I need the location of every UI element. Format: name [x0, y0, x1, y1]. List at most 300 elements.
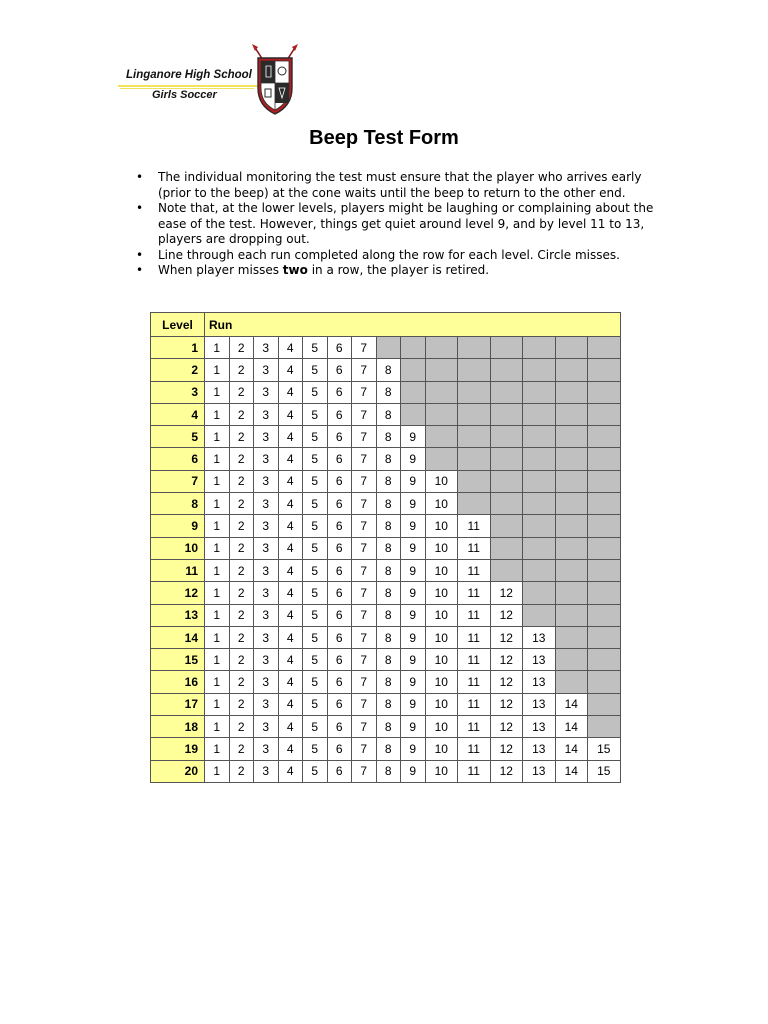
- level-cell: 20: [151, 760, 205, 782]
- run-cell-empty: [425, 337, 458, 359]
- run-cell: 4: [278, 448, 303, 470]
- level-cell: 11: [151, 559, 205, 581]
- run-cell: 10: [425, 671, 458, 693]
- run-cell: 3: [254, 381, 279, 403]
- run-cell: 7: [352, 671, 377, 693]
- run-cell: 11: [458, 604, 491, 626]
- run-cell: 9: [401, 470, 426, 492]
- run-cell: 8: [376, 359, 401, 381]
- run-cell-empty: [490, 403, 523, 425]
- run-cell: 3: [254, 693, 279, 715]
- run-cell: 5: [303, 337, 328, 359]
- run-cell: 1: [205, 381, 230, 403]
- run-cell: 2: [229, 738, 254, 760]
- run-cell: 3: [254, 359, 279, 381]
- run-cell-empty: [523, 448, 556, 470]
- run-cell-empty: [425, 381, 458, 403]
- run-cell-empty: [425, 448, 458, 470]
- run-cell-empty: [588, 359, 621, 381]
- run-cell: 2: [229, 493, 254, 515]
- run-cell: 6: [327, 559, 352, 581]
- run-cell: 14: [555, 693, 588, 715]
- run-cell: 9: [401, 716, 426, 738]
- run-cell: 6: [327, 582, 352, 604]
- run-cell: 12: [490, 716, 523, 738]
- run-cell: 4: [278, 716, 303, 738]
- table-row: [151, 359, 621, 381]
- run-cell: 10: [425, 626, 458, 648]
- run-cell: 13: [523, 626, 556, 648]
- run-cell-empty: [588, 716, 621, 738]
- run-cell: 9: [401, 760, 426, 782]
- run-cell-empty: [588, 515, 621, 537]
- run-cell-empty: [490, 359, 523, 381]
- run-cell-empty: [588, 337, 621, 359]
- run-cell: 7: [352, 537, 377, 559]
- run-cell: 2: [229, 359, 254, 381]
- level-cell: 19: [151, 738, 205, 760]
- run-cell: 7: [352, 426, 377, 448]
- run-cell-empty: [490, 559, 523, 581]
- run-cell: 7: [352, 337, 377, 359]
- run-cell: 10: [425, 649, 458, 671]
- run-cell: 6: [327, 493, 352, 515]
- run-cell-empty: [401, 381, 426, 403]
- run-cell-empty: [490, 337, 523, 359]
- run-cell: 5: [303, 626, 328, 648]
- run-cell: 1: [205, 716, 230, 738]
- level-cell: 15: [151, 649, 205, 671]
- run-cell: 3: [254, 537, 279, 559]
- run-cell: 5: [303, 671, 328, 693]
- run-cell-empty: [588, 559, 621, 581]
- run-cell: 8: [376, 448, 401, 470]
- table-row: [151, 671, 621, 693]
- run-cell-empty: [458, 337, 491, 359]
- run-cell: 6: [327, 470, 352, 492]
- run-cell: 9: [401, 426, 426, 448]
- run-cell: 1: [205, 582, 230, 604]
- table-row: [151, 448, 621, 470]
- level-cell: 4: [151, 403, 205, 425]
- run-cell-empty: [458, 470, 491, 492]
- run-cell: 3: [254, 470, 279, 492]
- run-cell: 2: [229, 760, 254, 782]
- level-cell: 6: [151, 448, 205, 470]
- run-cell: 1: [205, 448, 230, 470]
- run-cell: 7: [352, 470, 377, 492]
- run-cell: 1: [205, 760, 230, 782]
- run-cell: 7: [352, 448, 377, 470]
- run-cell-empty: [588, 582, 621, 604]
- run-cell-empty: [523, 582, 556, 604]
- run-cell: 7: [352, 559, 377, 581]
- run-cell: 2: [229, 515, 254, 537]
- run-cell-empty: [555, 359, 588, 381]
- run-cell: 5: [303, 403, 328, 425]
- run-cell: 14: [555, 760, 588, 782]
- bullet-icon: •: [136, 247, 144, 262]
- run-cell: 11: [458, 760, 491, 782]
- run-cell: 2: [229, 403, 254, 425]
- run-cell: 6: [327, 537, 352, 559]
- run-cell: 9: [401, 649, 426, 671]
- run-cell-empty: [458, 493, 491, 515]
- run-cell-empty: [523, 337, 556, 359]
- table-row: [151, 537, 621, 559]
- run-cell: 8: [376, 626, 401, 648]
- run-cell: 9: [401, 493, 426, 515]
- run-cell-empty: [555, 470, 588, 492]
- level-cell: 10: [151, 537, 205, 559]
- table-row: [151, 693, 621, 715]
- instruction-text: Note that, at the lower levels, players might be laughing or complaining about the ease of the test. However, things get quiet around level 9, and by level 11 to 13, players are dropping out.: [158, 201, 654, 246]
- run-cell: 5: [303, 515, 328, 537]
- run-cell: 5: [303, 470, 328, 492]
- run-cell-empty: [588, 448, 621, 470]
- run-cell: 4: [278, 671, 303, 693]
- level-cell: 17: [151, 693, 205, 715]
- run-cell: 14: [555, 738, 588, 760]
- run-cell: 4: [278, 426, 303, 448]
- run-cell: 6: [327, 359, 352, 381]
- run-cell: 1: [205, 470, 230, 492]
- table-row: [151, 649, 621, 671]
- table-row: [151, 626, 621, 648]
- run-cell-empty: [523, 426, 556, 448]
- run-cell: 4: [278, 470, 303, 492]
- table-row: [151, 337, 621, 359]
- run-cell: 8: [376, 426, 401, 448]
- run-cell: 4: [278, 693, 303, 715]
- run-cell-empty: [523, 403, 556, 425]
- run-cell: 12: [490, 582, 523, 604]
- run-cell: 4: [278, 359, 303, 381]
- table-row: [151, 559, 621, 581]
- run-cell: 12: [490, 626, 523, 648]
- school-header: [118, 40, 318, 120]
- run-cell-empty: [523, 381, 556, 403]
- run-cell: 8: [376, 403, 401, 425]
- run-cell: 1: [205, 515, 230, 537]
- run-cell-empty: [588, 693, 621, 715]
- run-cell: 2: [229, 426, 254, 448]
- run-cell: 1: [205, 493, 230, 515]
- run-cell: 11: [458, 716, 491, 738]
- run-cell: 9: [401, 537, 426, 559]
- table-row: [151, 493, 621, 515]
- run-cell: 4: [278, 649, 303, 671]
- run-cell: 9: [401, 693, 426, 715]
- level-cell: 12: [151, 582, 205, 604]
- run-cell-empty: [588, 403, 621, 425]
- run-cell: 2: [229, 671, 254, 693]
- run-cell: 3: [254, 426, 279, 448]
- run-cell: 5: [303, 760, 328, 782]
- run-cell: 10: [425, 493, 458, 515]
- run-cell-empty: [490, 381, 523, 403]
- run-cell: 10: [425, 760, 458, 782]
- run-cell: 2: [229, 649, 254, 671]
- run-cell-empty: [555, 671, 588, 693]
- level-cell: 13: [151, 604, 205, 626]
- table-row: [151, 582, 621, 604]
- run-cell: 4: [278, 760, 303, 782]
- level-cell: 7: [151, 470, 205, 492]
- run-cell-empty: [523, 604, 556, 626]
- run-cell-empty: [523, 515, 556, 537]
- run-cell: 10: [425, 716, 458, 738]
- run-cell: 7: [352, 716, 377, 738]
- run-cell-empty: [376, 337, 401, 359]
- run-cell: 11: [458, 738, 491, 760]
- run-cell: 7: [352, 760, 377, 782]
- run-cell-empty: [458, 426, 491, 448]
- school-crest-icon: [250, 44, 300, 116]
- run-cell: 10: [425, 604, 458, 626]
- run-cell: 6: [327, 515, 352, 537]
- run-cell-empty: [555, 582, 588, 604]
- run-cell: 4: [278, 403, 303, 425]
- run-cell-empty: [588, 604, 621, 626]
- run-cell: 5: [303, 582, 328, 604]
- run-cell: 8: [376, 716, 401, 738]
- run-cell: 1: [205, 671, 230, 693]
- run-cell: 5: [303, 493, 328, 515]
- run-cell: 12: [490, 649, 523, 671]
- run-cell: 10: [425, 582, 458, 604]
- run-cell: 12: [490, 760, 523, 782]
- level-cell: 14: [151, 626, 205, 648]
- run-cell: 6: [327, 649, 352, 671]
- instruction-emphasis: two: [282, 263, 308, 277]
- run-cell: 12: [490, 738, 523, 760]
- instruction-text: The individual monitoring the test must ensure that the player who arrives early (prior to the beep) at the cone waits until the beep to return to the other end.: [158, 170, 642, 200]
- run-cell: 5: [303, 604, 328, 626]
- instruction-list: [136, 170, 666, 279]
- run-cell: 7: [352, 649, 377, 671]
- instruction-item: [136, 170, 666, 201]
- run-cell: 5: [303, 738, 328, 760]
- run-cell: 9: [401, 626, 426, 648]
- run-cell: 6: [327, 426, 352, 448]
- run-cell: 7: [352, 381, 377, 403]
- run-cell: 3: [254, 337, 279, 359]
- run-cell: 11: [458, 537, 491, 559]
- run-cell: 11: [458, 515, 491, 537]
- header-rule: [118, 85, 258, 87]
- run-cell-empty: [555, 559, 588, 581]
- run-cell: 11: [458, 671, 491, 693]
- level-cell: 18: [151, 716, 205, 738]
- run-cell: 8: [376, 515, 401, 537]
- run-cell: 13: [523, 760, 556, 782]
- run-cell: 10: [425, 515, 458, 537]
- run-cell-empty: [588, 537, 621, 559]
- run-cell-empty: [425, 426, 458, 448]
- run-cell: 5: [303, 359, 328, 381]
- run-cell: 1: [205, 649, 230, 671]
- run-cell: 12: [490, 671, 523, 693]
- run-cell: 1: [205, 626, 230, 648]
- level-header: Level: [151, 313, 205, 337]
- run-cell: 13: [523, 716, 556, 738]
- run-cell: 4: [278, 515, 303, 537]
- run-cell-empty: [588, 626, 621, 648]
- run-cell-empty: [523, 559, 556, 581]
- run-cell: 6: [327, 671, 352, 693]
- table-row: [151, 716, 621, 738]
- run-cell: 2: [229, 559, 254, 581]
- run-cell: 15: [588, 738, 621, 760]
- run-cell: 9: [401, 559, 426, 581]
- level-cell: 8: [151, 493, 205, 515]
- run-cell: 7: [352, 738, 377, 760]
- run-cell: 3: [254, 760, 279, 782]
- level-cell: 5: [151, 426, 205, 448]
- run-cell-empty: [401, 337, 426, 359]
- run-cell: 9: [401, 604, 426, 626]
- run-cell: 4: [278, 337, 303, 359]
- bullet-icon: •: [136, 170, 144, 184]
- run-header: Run: [205, 313, 621, 337]
- run-cell-empty: [555, 515, 588, 537]
- instruction-text: Line through each run completed along the row for each level. Circle misses.: [158, 247, 620, 262]
- run-cell: 13: [523, 738, 556, 760]
- run-cell: 6: [327, 626, 352, 648]
- page-title: Beep Test Form: [309, 127, 459, 149]
- run-cell-empty: [588, 470, 621, 492]
- run-cell: 7: [352, 604, 377, 626]
- run-cell-empty: [458, 359, 491, 381]
- run-cell-empty: [588, 671, 621, 693]
- instruction-text-after: in a row, the player is retired.: [307, 263, 490, 277]
- run-cell: 7: [352, 693, 377, 715]
- level-cell: 1: [151, 337, 205, 359]
- run-cell: 8: [376, 649, 401, 671]
- instruction-text: When player misses: [158, 263, 283, 277]
- run-cell: 5: [303, 537, 328, 559]
- run-cell: 2: [229, 470, 254, 492]
- run-cell: 3: [254, 738, 279, 760]
- run-cell: 5: [303, 381, 328, 403]
- run-cell: 5: [303, 716, 328, 738]
- run-cell: 4: [278, 604, 303, 626]
- table-row: [151, 738, 621, 760]
- run-cell: 7: [352, 493, 377, 515]
- run-cell-empty: [555, 626, 588, 648]
- run-cell: 8: [376, 381, 401, 403]
- run-cell: 13: [523, 649, 556, 671]
- run-cell: 8: [376, 671, 401, 693]
- run-cell: 6: [327, 337, 352, 359]
- run-cell: 8: [376, 559, 401, 581]
- run-cell: 10: [425, 537, 458, 559]
- instruction-item: [136, 248, 666, 264]
- table-row: [151, 470, 621, 492]
- run-cell: 9: [401, 738, 426, 760]
- table-row: [151, 381, 621, 403]
- run-cell: 8: [376, 537, 401, 559]
- level-cell: 9: [151, 515, 205, 537]
- run-cell: 7: [352, 359, 377, 381]
- level-cell: 2: [151, 359, 205, 381]
- run-cell: 15: [588, 760, 621, 782]
- run-cell: 3: [254, 604, 279, 626]
- run-cell-empty: [555, 403, 588, 425]
- run-cell: 2: [229, 582, 254, 604]
- run-cell: 4: [278, 381, 303, 403]
- run-cell-empty: [555, 493, 588, 515]
- run-cell: 9: [401, 515, 426, 537]
- run-cell: 1: [205, 537, 230, 559]
- run-cell-empty: [555, 426, 588, 448]
- school-name: Linganore High School: [126, 69, 252, 81]
- run-cell: 1: [205, 604, 230, 626]
- run-cell: 1: [205, 693, 230, 715]
- run-cell: 7: [352, 403, 377, 425]
- run-cell: 2: [229, 448, 254, 470]
- run-cell-empty: [588, 493, 621, 515]
- run-cell-empty: [458, 381, 491, 403]
- run-cell: 1: [205, 359, 230, 381]
- run-cell-empty: [490, 470, 523, 492]
- run-cell: 2: [229, 626, 254, 648]
- run-cell-empty: [490, 426, 523, 448]
- run-cell: 9: [401, 671, 426, 693]
- run-cell: 2: [229, 716, 254, 738]
- team-name: Girls Soccer: [152, 89, 217, 101]
- run-cell-empty: [490, 515, 523, 537]
- run-cell: 6: [327, 760, 352, 782]
- run-cell: 5: [303, 426, 328, 448]
- run-cell: 6: [327, 448, 352, 470]
- run-cell: 5: [303, 649, 328, 671]
- run-cell-empty: [555, 537, 588, 559]
- run-cell: 14: [555, 716, 588, 738]
- run-cell: 1: [205, 738, 230, 760]
- run-cell: 3: [254, 649, 279, 671]
- run-cell-empty: [401, 359, 426, 381]
- run-cell: 11: [458, 649, 491, 671]
- bullet-icon: •: [136, 263, 144, 277]
- run-cell: 5: [303, 559, 328, 581]
- run-cell: 4: [278, 537, 303, 559]
- run-cell: 12: [490, 693, 523, 715]
- run-cell: 5: [303, 448, 328, 470]
- table-row: [151, 403, 621, 425]
- beep-test-table: [150, 312, 621, 783]
- run-cell: 2: [229, 693, 254, 715]
- run-cell: 13: [523, 671, 556, 693]
- run-cell: 2: [229, 537, 254, 559]
- run-cell-empty: [401, 403, 426, 425]
- table-row: [151, 760, 621, 782]
- run-cell: 10: [425, 559, 458, 581]
- run-cell-empty: [458, 403, 491, 425]
- run-cell: 3: [254, 716, 279, 738]
- run-cell-empty: [425, 359, 458, 381]
- run-cell: 2: [229, 381, 254, 403]
- run-cell: 3: [254, 493, 279, 515]
- run-cell: 12: [490, 604, 523, 626]
- run-cell: 3: [254, 403, 279, 425]
- run-cell: 7: [352, 582, 377, 604]
- bullet-icon: •: [136, 201, 144, 215]
- run-cell: 3: [254, 671, 279, 693]
- run-cell: 4: [278, 559, 303, 581]
- run-cell: 10: [425, 693, 458, 715]
